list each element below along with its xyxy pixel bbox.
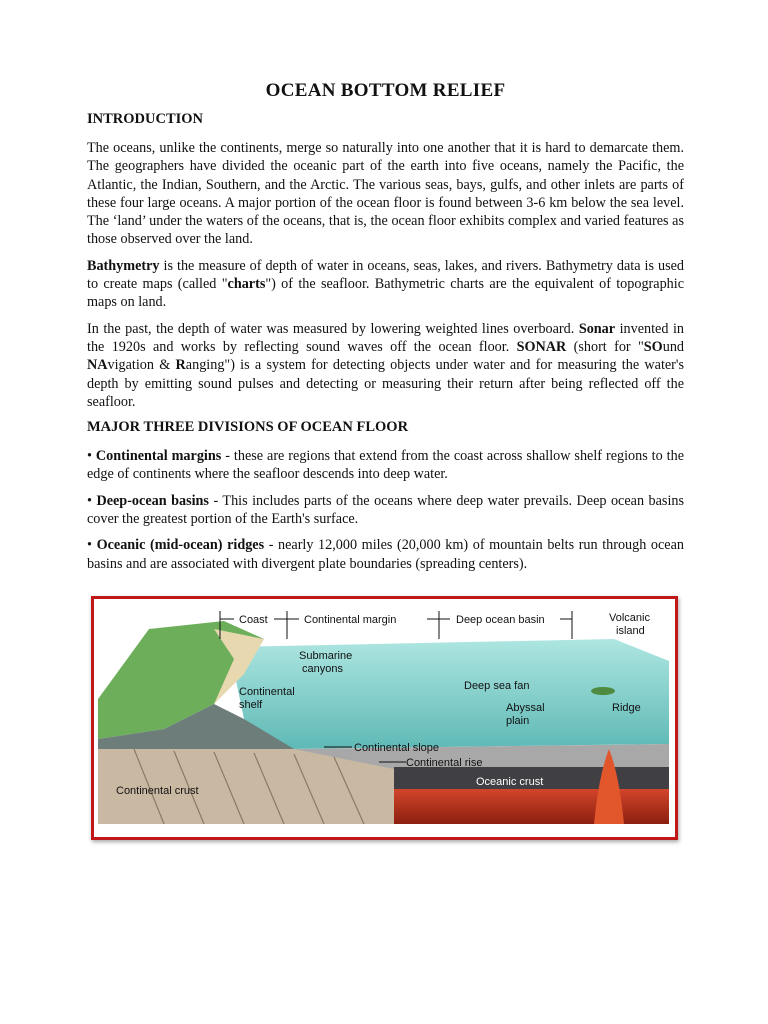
page-title: OCEAN BOTTOM RELIEF <box>265 80 506 101</box>
deep-ocean-basin-label: Deep ocean basin <box>456 614 545 626</box>
bathymetry-paragraph <box>87 257 684 312</box>
sonar-text-c: (short for " <box>566 338 644 355</box>
division-text: - nearly 12,000 miles (20,000 km) of mountain belts run through ocean basins and are associated with divergent plate boundaries (spreading centers). <box>87 537 685 572</box>
bathymetry-text-b: ") of the seafloor. Bathymetric charts are the equivalent of topographic maps on land. <box>87 276 684 311</box>
acronym-r: R <box>175 357 186 374</box>
submarine-label: Submarine <box>299 650 353 662</box>
continental-crust-label: Continental crust <box>116 785 199 797</box>
intro-heading: INTRODUCTION <box>87 111 204 127</box>
volcanic-island <box>591 687 615 695</box>
sonar-term: Sonar <box>578 320 616 337</box>
ocean-floor-figure <box>91 596 678 840</box>
ocean-floor-diagram <box>94 599 675 837</box>
ridge-label: Ridge <box>612 702 641 714</box>
bullet: • <box>87 537 97 554</box>
bathymetry-text-a: is the measure of depth of water in oceans, seas, lakes, and rivers. Bathymetry data is used to create maps (called " <box>87 257 684 293</box>
division-item <box>87 536 684 573</box>
continental-rise-label: Continental rise <box>406 757 483 769</box>
division-text: - these are regions that extend from the coast across shallow shelf regions to the edge of continents where the seafloor descends into deep water. <box>87 448 685 483</box>
sonar-text-a: In the past, the depth of water was measured by lowering weighted lines overboard. <box>87 320 579 337</box>
continental-slope-label: Continental slope <box>354 742 440 754</box>
acronym-vig: vigation & <box>107 357 176 374</box>
division-text: - This includes parts of the oceans where deep water prevails. Deep ocean basins cover the greatest portion of the Earth's surface. <box>87 492 685 528</box>
document-body <box>87 80 684 581</box>
division-term: Continental margins <box>95 448 222 465</box>
continental-label: Continental <box>239 686 295 698</box>
division-item <box>87 492 684 529</box>
division-term: Oceanic (mid-ocean) ridges <box>96 537 265 554</box>
intro-paragraph-1: The oceans, unlike the continents, merge so naturally into one another that it is hard to demarcate them. The geographers have divided the oceanic part of the earth into five oceans, namely the Pacific, the Atlantic, the Indian, Southern, and the Arctic. The various seas, bays, gulfs, and other inlets are parts of these four large oceans. A major portion of the ocean floor is found between 3-6 km below the sea level. The ‘land’ under the waters of the oceans, that is, the ocean floor exhibits complex and varied features as those observed over the land. <box>87 140 684 248</box>
plain-label: plain <box>506 715 530 727</box>
sonar-paragraph <box>87 320 684 411</box>
deep-sea-fan-label: Deep sea fan <box>464 680 530 692</box>
bathymetry-term: Bathymetry <box>87 257 160 274</box>
acronym-na: NA <box>87 357 108 374</box>
sonar-acronym: SONAR <box>516 338 567 355</box>
oceanic-crust-label: Oceanic crust <box>476 776 544 788</box>
bullet: • <box>87 448 96 465</box>
sonar-text-b: invented in the 1920s and works by reflecting sound waves off the ocean floor. <box>87 320 684 355</box>
mantle-block <box>394 789 669 824</box>
canyons-label: canyons <box>302 663 343 675</box>
bullet: • <box>87 492 97 509</box>
charts-term: charts <box>227 276 266 293</box>
acronym-so: SO <box>643 338 663 355</box>
coast-label: Coast <box>239 614 268 626</box>
island-label: island <box>616 625 645 637</box>
shelf-label: shelf <box>239 699 263 711</box>
divisions-heading: MAJOR THREE DIVISIONS OF OCEAN FLOOR <box>87 419 409 436</box>
continental-margin-label: Continental margin <box>304 614 397 626</box>
acronym-und: und <box>662 338 685 355</box>
volcanic-label: Volcanic <box>609 612 650 624</box>
abyssal-label: Abyssal <box>506 702 545 714</box>
sonar-text-d: anging") is a system for detecting objects under water and for measuring the water's depth by emitting sound pulses and detecting or measuring their return after being reflected off the seafloor. <box>87 357 684 410</box>
division-item <box>87 447 684 484</box>
division-term: Deep-ocean basins <box>96 492 209 509</box>
